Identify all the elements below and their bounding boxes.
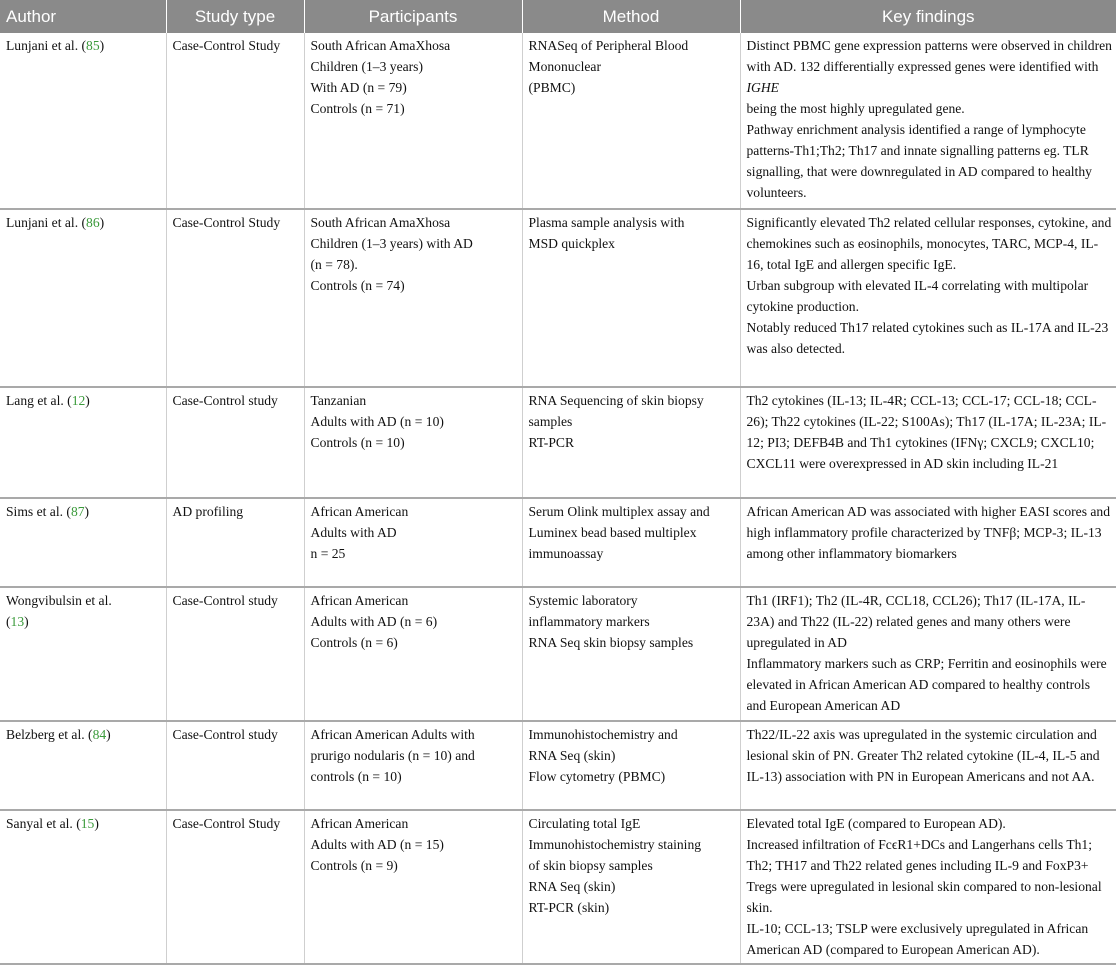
author-cell	[0, 810, 166, 964]
study-type-cell: Case-Control study	[166, 387, 304, 498]
participants-line: African American	[310, 593, 409, 608]
findings-cell	[740, 209, 1116, 387]
reference-link[interactable]: 85	[86, 38, 100, 53]
author-close: )	[99, 38, 105, 53]
author-name: Lang et al. (	[6, 393, 72, 408]
participants-line: controls (n = 10)	[310, 769, 402, 784]
method-cell	[522, 209, 740, 387]
participants-line: Controls (n = 9)	[310, 858, 398, 873]
header-method: Method	[522, 0, 740, 33]
participants-line: Controls (n = 6)	[310, 635, 398, 650]
method-line: Immunohistochemistry staining	[528, 837, 702, 852]
participants-line: Tanzanian	[310, 393, 367, 408]
participants-cell	[304, 721, 522, 810]
study-type-cell: Case-Control Study	[166, 209, 304, 387]
header-author: Author	[0, 0, 166, 33]
author-cell	[0, 498, 166, 587]
participants-line: African American Adults with	[310, 727, 475, 742]
method-line: Flow cytometry (PBMC)	[528, 769, 666, 784]
author-close: )	[24, 614, 29, 629]
table-row	[0, 587, 1116, 721]
method-cell	[522, 33, 740, 209]
participants-line: African American	[310, 504, 409, 519]
reference-link[interactable]: 84	[92, 727, 107, 742]
method-line: RNA Seq (skin)	[528, 879, 616, 894]
method-line: MSD quickplex	[528, 236, 615, 251]
participants-line: Adults with AD (n = 10)	[310, 414, 444, 429]
participants-line: Controls (n = 74)	[310, 278, 405, 293]
method-line: samples	[528, 414, 573, 429]
author-cell	[0, 587, 166, 721]
author-name: Lunjani et al. (	[6, 215, 87, 230]
participants-line: Adults with AD	[310, 525, 397, 540]
participants-line: African American	[310, 816, 409, 831]
method-line: RT-PCR (skin)	[528, 900, 610, 915]
author-close: )	[106, 727, 111, 742]
participants-line: (n = 78).	[310, 257, 358, 272]
participants-line: With AD (n = 79)	[310, 80, 407, 95]
method-line: Luminex bead based multiplex	[528, 525, 697, 540]
method-line: RNA Seq skin biopsy samples	[528, 635, 694, 650]
table-row	[0, 209, 1116, 387]
method-line: RNASeq of Peripheral Blood	[528, 38, 689, 53]
findings-line: Elevated total IgE (compared to European AD).	[746, 816, 1006, 831]
table-row	[0, 721, 1116, 810]
findings-text: Distinct PBMC gene expression patterns were observed in children with AD. 132 differentially expressed genes were identified with	[746, 38, 1112, 74]
participants-line: Controls (n = 10)	[310, 435, 405, 450]
participants-cell	[304, 387, 522, 498]
method-cell	[522, 498, 740, 587]
participants-line: South African AmaXhosa	[310, 38, 451, 53]
method-line: Serum Olink multiplex assay and	[528, 504, 710, 519]
findings-line: Pathway enrichment analysis identified a range of lymphocyte patterns-Th1;Th2; Th17 and innate signalling patterns eg. TLR signalling, that were downregulated in AD compared to healthy volunteers.	[746, 122, 1092, 200]
table-row	[0, 810, 1116, 964]
method-line: Circulating total IgE	[528, 816, 641, 831]
participants-line: Children (1–3 years) with AD	[310, 236, 473, 251]
table-row	[0, 33, 1116, 209]
findings-cell	[740, 498, 1116, 587]
author-cell	[0, 209, 166, 387]
findings-line: IL-10; CCL-13; TSLP were exclusively upregulated in African American AD (compared to European American AD).	[746, 921, 1089, 957]
method-line: RNA Seq (skin)	[528, 748, 616, 763]
participants-line: Controls (n = 71)	[310, 101, 405, 116]
findings-line: Th2 cytokines (IL-13; IL-4R; CCL-13; CCL-17; CCL-18; CCL-26); Th22 cytokines (IL-22; S100As); Th17 (IL-17A; IL-23A; IL-12; PI3; DEFB4B and Th1 cytokines (IFNγ; CXCL9; CXCL10; CXCL11 were overexpressed in AD skin including IL-21	[746, 393, 1107, 471]
header-row	[0, 0, 1116, 33]
reference-link[interactable]: 13	[10, 614, 25, 629]
reference-link[interactable]: 12	[71, 393, 86, 408]
findings-cell	[740, 721, 1116, 810]
method-cell	[522, 810, 740, 964]
method-line: Systemic laboratory	[528, 593, 638, 608]
header-key-findings: Key findings	[740, 0, 1116, 33]
participants-cell	[304, 498, 522, 587]
findings-line: Increased infiltration of FcϵR1+DCs and Langerhans cells Th1; Th2; TH17 and Th22 related genes including IL-9 and FoxP3+ Tregs were upregulated in lesional skin compared to non-lesional skin.	[746, 837, 1102, 915]
header-participants: Participants	[304, 0, 522, 33]
study-type-cell: Case-Control study	[166, 721, 304, 810]
author-close: )	[85, 393, 90, 408]
participants-cell	[304, 587, 522, 721]
findings-line: Urban subgroup with elevated IL-4 correlating with multipolar cytokine production.	[746, 278, 1089, 314]
findings-cell	[740, 33, 1116, 209]
participants-cell	[304, 209, 522, 387]
author-name: Lunjani et al. (	[6, 38, 87, 53]
method-line: RT-PCR	[528, 435, 575, 450]
method-line: (PBMC)	[528, 80, 576, 95]
method-cell	[522, 721, 740, 810]
method-line: inflammatory markers	[528, 614, 650, 629]
author-name: Sanyal et al. (	[6, 816, 81, 831]
findings-line: Th1 (IRF1); Th2 (IL-4R, CCL18, CCL26); Th17 (IL-17A, IL-23A) and Th22 (IL-22) related genes and many others were upregulated in AD	[746, 593, 1086, 650]
reference-link[interactable]: 15	[80, 816, 95, 831]
participants-line: Adults with AD (n = 15)	[310, 837, 444, 852]
findings-cell	[740, 810, 1116, 964]
method-line: Immunohistochemistry and	[528, 727, 678, 742]
author-cell	[0, 387, 166, 498]
participants-line: n = 25	[310, 546, 346, 561]
study-type-cell: AD profiling	[166, 498, 304, 587]
method-cell	[522, 587, 740, 721]
method-line: Plasma sample analysis with	[528, 215, 685, 230]
method-line: of skin biopsy samples	[528, 858, 653, 873]
author-cell	[0, 721, 166, 810]
participants-line: Adults with AD (n = 6)	[310, 614, 438, 629]
findings-line: Notably reduced Th17 related cytokines such as IL-17A and IL-23 was also detected.	[746, 320, 1109, 356]
participants-line: Children (1–3 years)	[310, 59, 423, 74]
study-type-cell: Case-Control Study	[166, 33, 304, 209]
findings-line: Th22/IL-22 axis was upregulated in the systemic circulation and lesional skin of PN. Greater Th2 related cytokine (IL-4, IL-5 and IL-13) association with PN in European Americans and not AA.	[746, 727, 1100, 784]
author-name: Sims et al. (	[6, 504, 71, 519]
findings-cell	[740, 387, 1116, 498]
author-name: Wongvibulsin et al.	[6, 593, 112, 608]
participants-cell	[304, 810, 522, 964]
reference-link[interactable]: 86	[86, 215, 100, 230]
author-close: )	[84, 504, 90, 519]
header-study-type: Study type	[166, 0, 304, 33]
participants-line: South African AmaXhosa	[310, 215, 451, 230]
method-line: Mononuclear	[528, 59, 601, 74]
reference-link[interactable]: 87	[70, 504, 85, 519]
table-row	[0, 387, 1116, 498]
method-line: immunoassay	[528, 546, 604, 561]
study-type-cell: Case-Control Study	[166, 810, 304, 964]
table-row	[0, 498, 1116, 587]
findings-line: Significantly elevated Th2 related cellular responses, cytokine, and chemokines such as eosinophils, monocytes, TARC, MCP-4, IL-16, total IgE and allergen specific IgE.	[746, 215, 1112, 272]
findings-line: African American AD was associated with higher EASI scores and high inflammatory profile characterized by TNFβ; MCP-3; IL-13 among other inflammatory biomarkers	[746, 504, 1111, 561]
author-open: (	[6, 614, 11, 629]
author-close: )	[99, 215, 105, 230]
findings-cell	[740, 587, 1116, 721]
study-type-cell: Case-Control study	[166, 587, 304, 721]
participants-cell	[304, 33, 522, 209]
method-cell	[522, 387, 740, 498]
gene-name: IGHE	[746, 80, 779, 95]
author-close: )	[94, 816, 99, 831]
findings-line: being the most highly upregulated gene.	[746, 101, 965, 116]
author-cell	[0, 33, 166, 209]
findings-line: Inflammatory markers such as CRP; Ferritin and eosinophils were elevated in African American AD compared to healthy controls and European American AD	[746, 656, 1107, 713]
author-name: Belzberg et al. (	[6, 727, 93, 742]
method-line: RNA Sequencing of skin biopsy	[528, 393, 704, 408]
participants-line: prurigo nodularis (n = 10) and	[310, 748, 475, 763]
